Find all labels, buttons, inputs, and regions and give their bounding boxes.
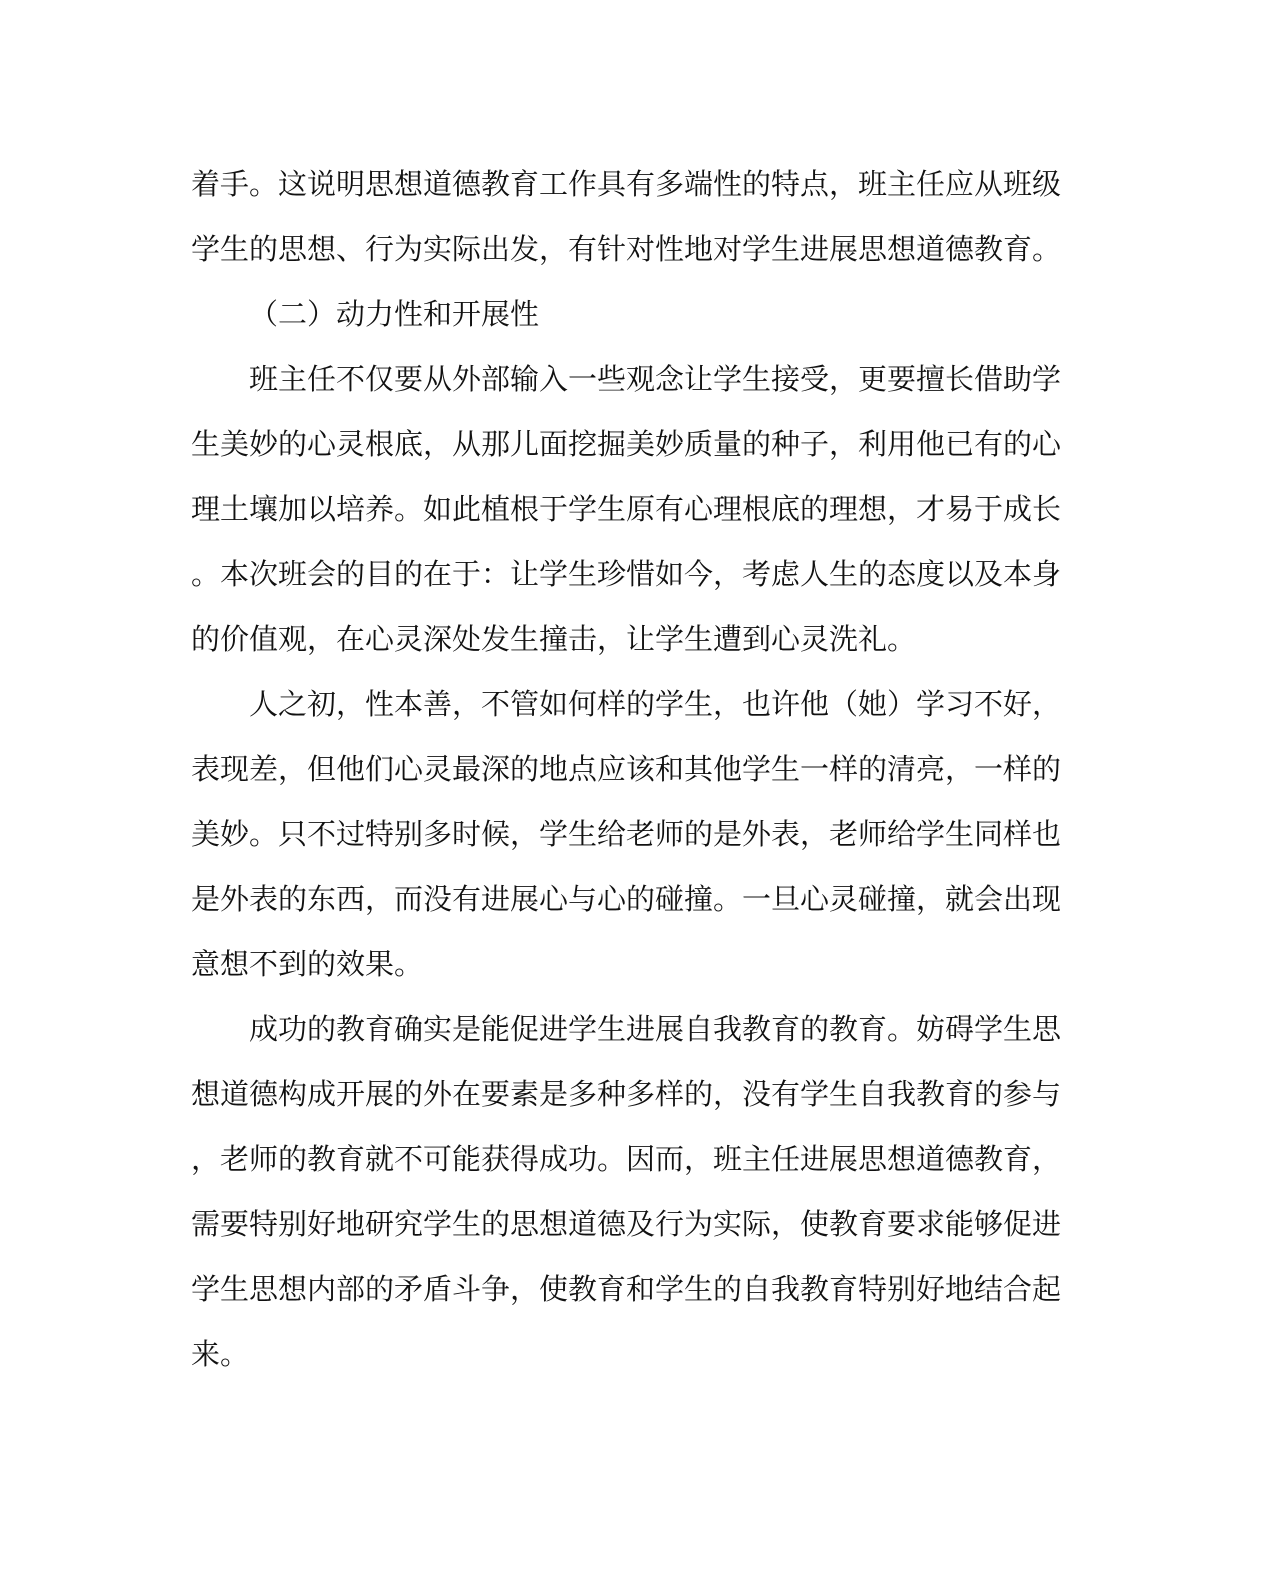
- text-line: 生美妙的心灵根底，从那儿面挖掘美妙质量的种子，利用他已有的心: [191, 427, 1062, 461]
- text-line: 学生的思想、行为实际出发，有针对性地对学生进展思想道德教育。: [191, 232, 1062, 266]
- text-line: 人之初，性本善，不管如何样的学生，也许他（她）学习不好，: [249, 687, 1062, 721]
- text-line: 美妙。只不过特别多时候，学生给老师的是外表，老师给学生同样也: [191, 817, 1062, 851]
- text-line: 的价值观，在心灵深处发生撞击，让学生遭到心灵洗礼。: [191, 622, 917, 656]
- section-heading: （二）动力性和开展性: [249, 297, 540, 331]
- text-line: 学生思想内部的矛盾斗争，使教育和学生的自我教育特别好地结合起: [191, 1272, 1062, 1306]
- text-line: ，老师的教育就不可能获得成功。因而，班主任进展思想道德教育，: [191, 1142, 1062, 1176]
- text-line: 意想不到的效果。: [191, 947, 424, 981]
- text-line: 来。: [191, 1337, 250, 1371]
- text-line: 想道德构成开展的外在要素是多种多样的，没有学生自我教育的参与: [191, 1077, 1062, 1111]
- text-line: 是外表的东西，而没有进展心与心的碰撞。一旦心灵碰撞，就会出现: [191, 882, 1062, 916]
- text-line: 需要特别好地研究学生的思想道德及行为实际，使教育要求能够促进: [191, 1207, 1062, 1241]
- text-line: 表现差，但他们心灵最深的地点应该和其他学生一样的清亮，一样的: [191, 752, 1062, 786]
- text-line: 着手。这说明思想道德教育工作具有多端性的特点，班主任应从班级: [191, 167, 1062, 201]
- document-body: [191, 152, 1061, 1387]
- text-line: 理土壤加以培养。如此植根于学生原有心理根底的理想，才易于成长: [191, 492, 1062, 526]
- text-line: 班主任不仅要从外部输入一些观念让学生接受，更要擅长借助学: [249, 362, 1062, 396]
- text-line: 。本次班会的目的在于：让学生珍惜如今，考虑人生的态度以及本身: [191, 557, 1062, 591]
- text-line: 成功的教育确实是能促进学生进展自我教育的教育。妨碍学生思: [249, 1012, 1062, 1046]
